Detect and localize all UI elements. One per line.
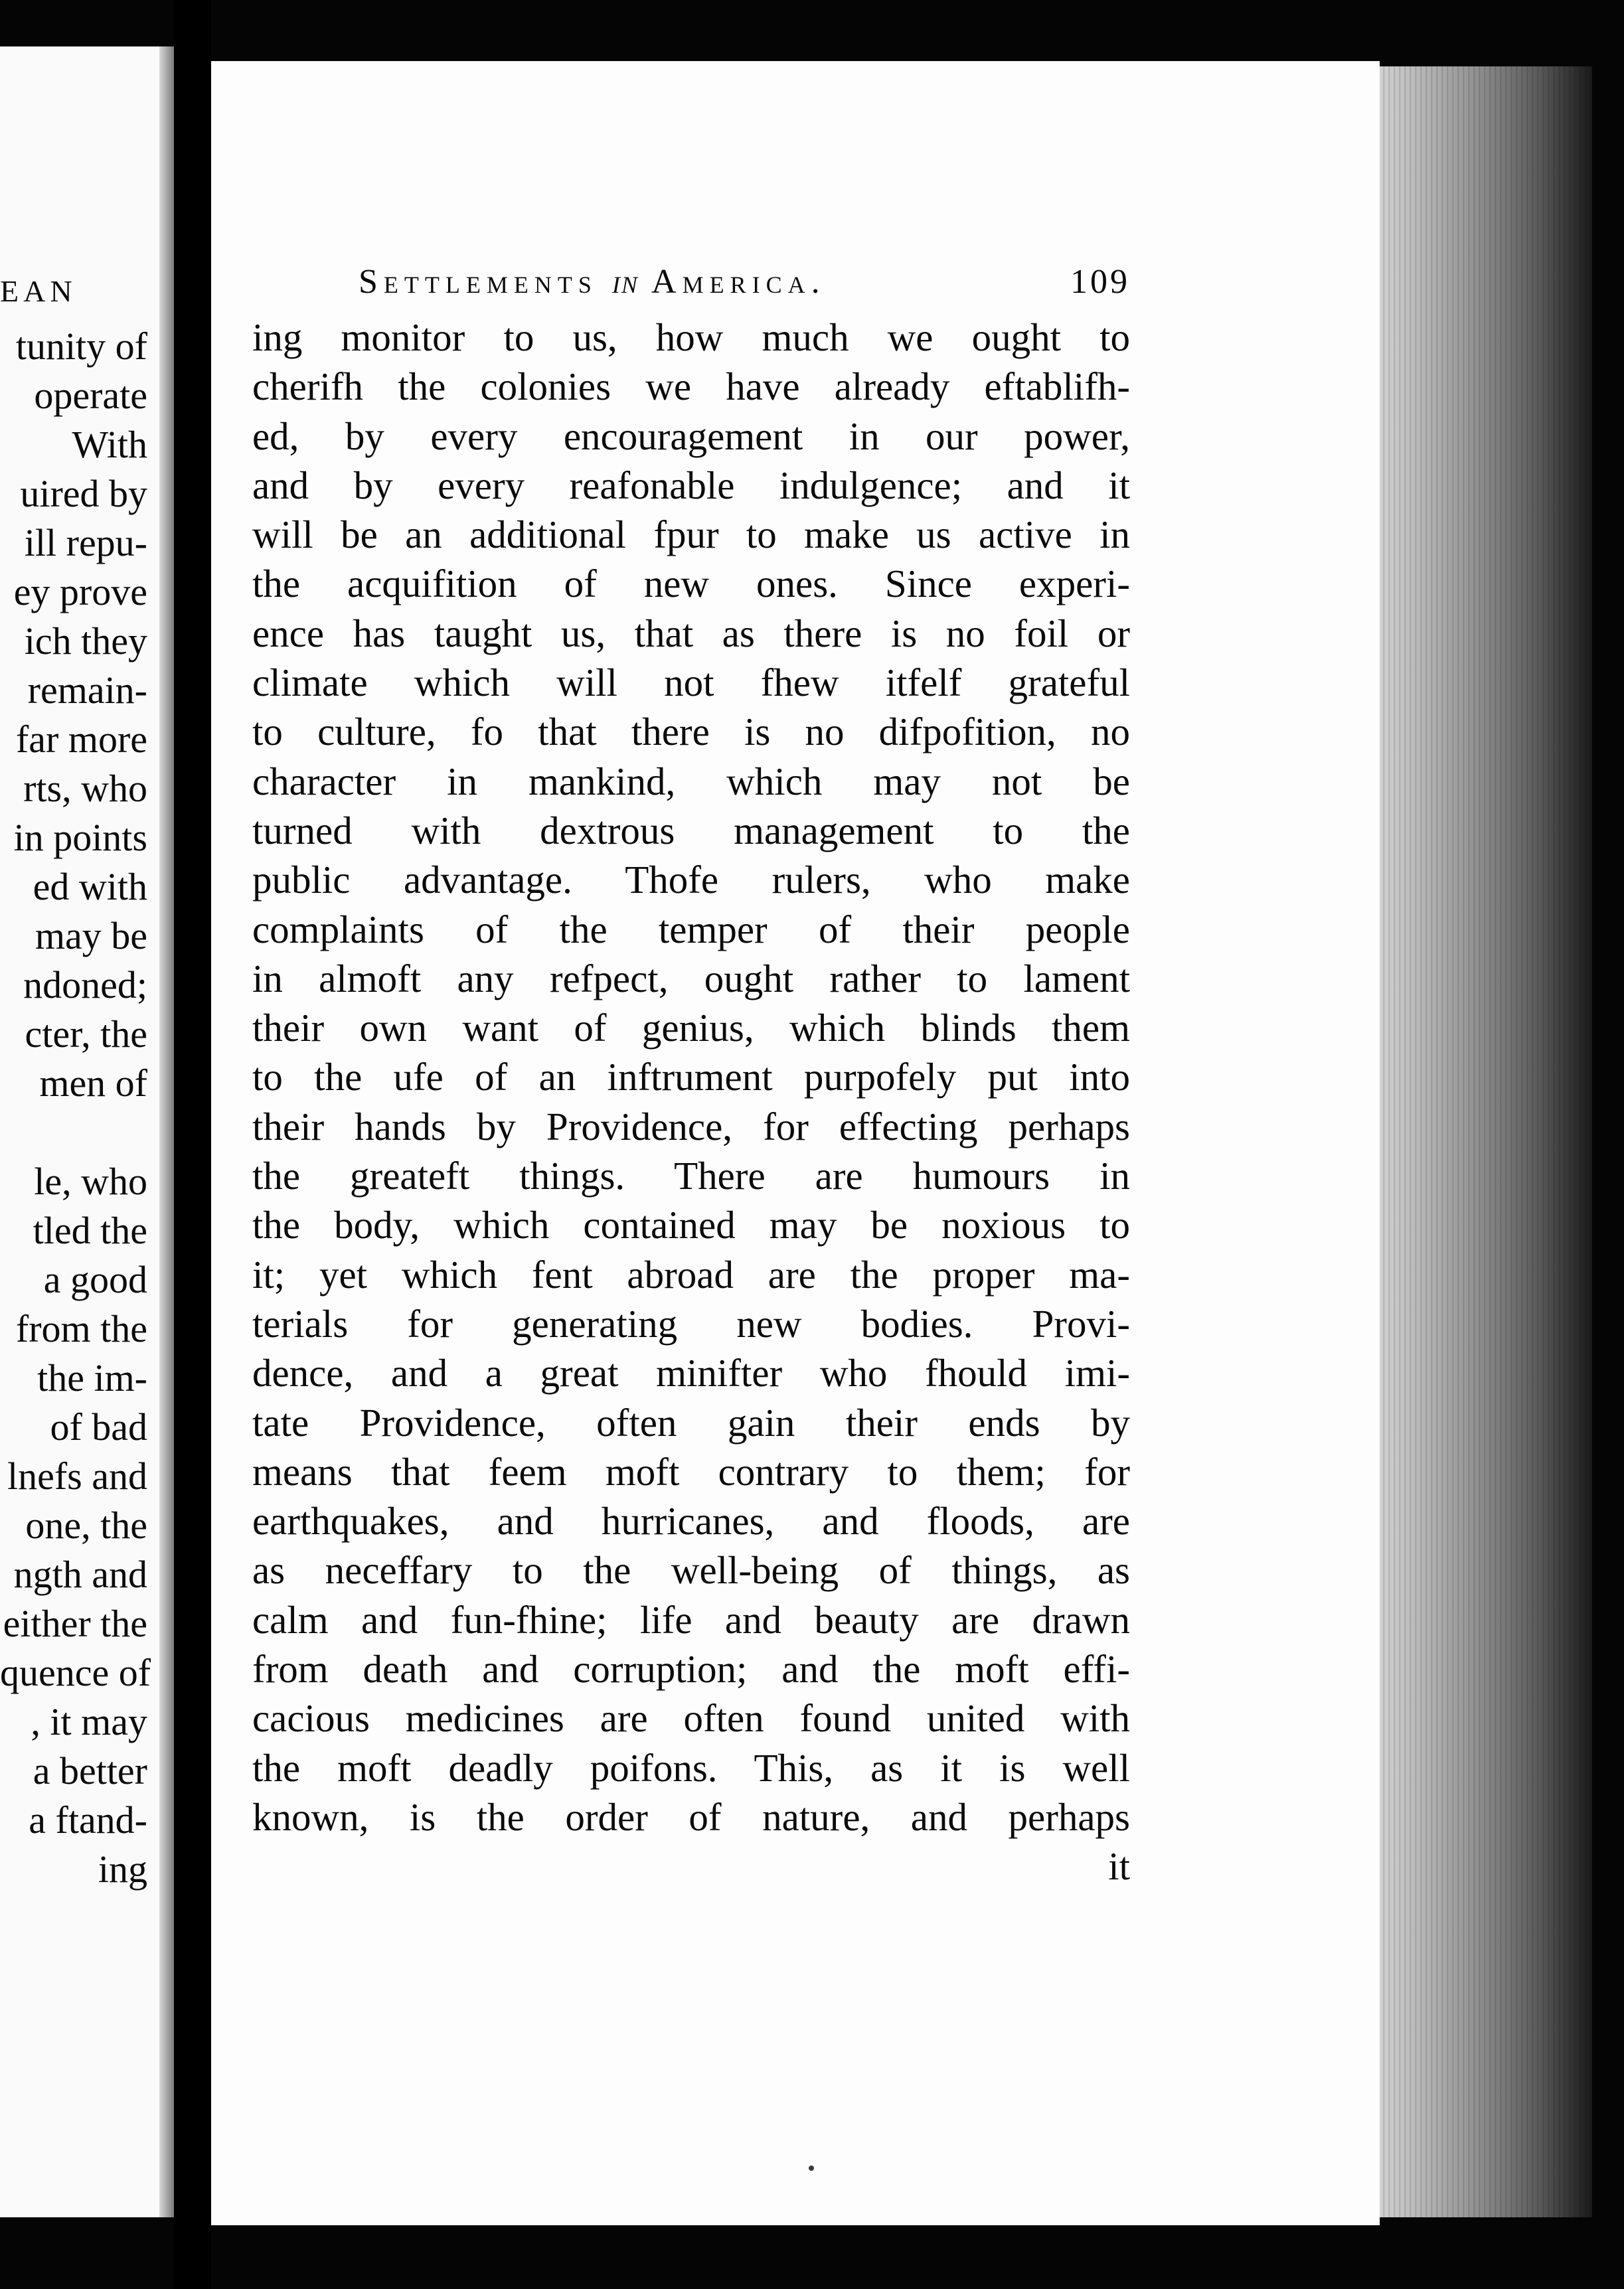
text-line: earthquakes, and hurricanes, and floods, are: [252, 1499, 1130, 1543]
text-line: turned with dextrous management to the: [252, 808, 1130, 852]
text-line: the acquifition of new ones. Since experi-: [252, 562, 1130, 606]
text-line: ence has taught us, that as there is no foil or: [252, 611, 1130, 655]
text-line: from death and corruption; and the moft effi-: [252, 1647, 1130, 1692]
left-line: rts, who: [23, 767, 147, 810]
text-line: their own want of genius, which blinds them: [252, 1006, 1130, 1050]
left-line: of bad: [50, 1405, 147, 1449]
left-line: With: [72, 423, 147, 466]
left-line: quence of: [0, 1651, 151, 1694]
left-line: cter, the: [25, 1012, 147, 1056]
text-line: it; yet which fent abroad are the proper ma-: [252, 1252, 1130, 1297]
left-facing-page: [0, 46, 174, 2217]
left-line: a ftand-: [29, 1798, 147, 1842]
running-head-word: America.: [651, 263, 826, 301]
text-line: dence, and a great minifter who fhould imi-: [252, 1351, 1130, 1395]
running-head-word: Settlements: [359, 263, 598, 301]
left-line: ey prove: [13, 570, 147, 613]
text-block: [252, 262, 1130, 1891]
text-line: will be an additional fpur to make us active in: [252, 513, 1130, 557]
left-line: operate: [34, 374, 147, 417]
book-binding: [174, 0, 211, 2289]
gutter-shadow: [159, 46, 174, 2217]
left-line: either the: [3, 1602, 147, 1645]
text-line: their hands by Providence, for effecting perhaps: [252, 1104, 1130, 1148]
left-line: tled the: [33, 1209, 147, 1252]
left-line: ill repu-: [24, 521, 147, 564]
left-line: a good: [43, 1258, 147, 1301]
text-line: the moft deadly poifons. This, as it is well: [252, 1745, 1130, 1790]
running-head-title: [359, 262, 826, 301]
text-line: cherifh the colonies we have already eftablifh-: [252, 364, 1130, 409]
text-line: and by every reafonable indulgence; and it: [252, 463, 1130, 507]
text-line: the body, which contained may be noxious to: [252, 1203, 1130, 1247]
left-line: ngth and: [13, 1553, 147, 1596]
body-text: [252, 313, 1130, 1842]
left-line: ed with: [33, 865, 147, 908]
text-line: public advantage. Thofe rulers, who make: [252, 858, 1130, 902]
left-line: the im-: [37, 1356, 147, 1399]
left-page-text: [0, 322, 151, 1894]
text-line: to the ufe of an inftrument purpofely put into: [252, 1055, 1130, 1099]
page-fore-edge: [1380, 66, 1592, 2217]
text-line: in almoft any refpect, ought rather to lament: [252, 956, 1130, 1000]
text-line: climate which will not fhew itfelf grateful: [252, 661, 1130, 705]
left-running-head-fragment: EAN: [0, 274, 77, 308]
page-number: 109: [1070, 263, 1130, 301]
left-line: [0, 1108, 147, 1157]
left-line: far more: [15, 718, 147, 761]
left-line: from the: [15, 1307, 147, 1350]
text-line: calm and fun-fhine; life and beauty are drawn: [252, 1597, 1130, 1642]
left-line: men of: [39, 1062, 147, 1105]
paper-speck: [809, 2166, 814, 2171]
text-line: to culture, fo that there is no difpofition, no: [252, 710, 1130, 754]
left-line: ndoned;: [23, 963, 147, 1006]
text-line: tate Providence, often gain their ends by: [252, 1400, 1130, 1445]
left-line: le, who: [34, 1160, 147, 1203]
text-line: known, is the order of nature, and perhaps: [252, 1794, 1130, 1839]
left-line: tunity of: [15, 325, 147, 368]
main-page: [211, 61, 1380, 2225]
left-line: ich they: [24, 619, 147, 663]
text-line: the greateft things. There are humours in: [252, 1154, 1130, 1198]
running-head-in: in: [611, 263, 639, 301]
left-line: uired by: [20, 472, 147, 515]
left-line: , it may: [31, 1700, 147, 1743]
text-line: ed, by every encouragement in our power,: [252, 414, 1130, 458]
left-line: ing: [98, 1848, 147, 1891]
left-line: one, the: [25, 1504, 147, 1547]
running-head: [252, 262, 1130, 306]
text-line: character in mankind, which may not be: [252, 759, 1130, 803]
text-line: complaints of the temper of their people: [252, 907, 1130, 951]
text-line: as neceffary to the well-being of things, as: [252, 1548, 1130, 1593]
left-line: a better: [33, 1749, 147, 1792]
text-line: terials for generating new bodies. Provi-: [252, 1301, 1130, 1346]
text-line: cacious medicines are often found united with: [252, 1696, 1130, 1741]
text-line: ing monitor to us, how much we ought to: [252, 315, 1130, 359]
left-line: lnefs and: [7, 1455, 147, 1498]
text-line: means that feem moft contrary to them; for: [252, 1449, 1130, 1494]
left-line: may be: [35, 914, 147, 957]
left-line: remain-: [27, 669, 147, 712]
left-line: in points: [13, 816, 147, 859]
catchword: it: [1108, 1844, 1130, 1889]
